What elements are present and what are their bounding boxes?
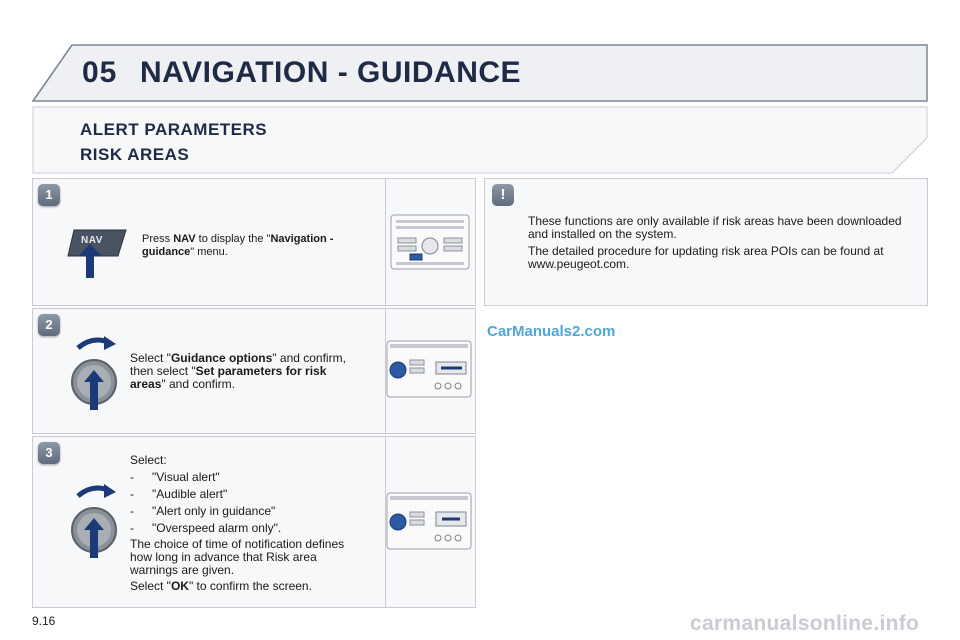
step-2-badge: 2: [38, 314, 60, 336]
option-audible-alert: "Audible alert": [152, 487, 228, 501]
footer-watermark: carmanualsonline.info: [690, 612, 920, 635]
press-arrow-icon: [78, 244, 102, 278]
rotary-knob-icon: [68, 484, 124, 558]
section-subtitle: RISK AREAS: [80, 145, 190, 164]
option-bullet: -: [130, 504, 134, 518]
option-alert-only-guidance: "Alert only in guidance": [152, 504, 276, 518]
step-3-note: The choice of time of notification defines how long in advance that Risk area warnings are given.: [130, 537, 345, 577]
info-paragraph-1: These functions are only available if risk areas have been downloaded and installed on the system.: [528, 214, 902, 241]
chapter-title: NAVIGATION - GUIDANCE: [140, 56, 522, 89]
section-title: ALERT PARAMETERS: [80, 120, 268, 139]
rotary-knob-icon: [68, 336, 124, 410]
information-box: [484, 178, 928, 306]
option-bullet: -: [130, 521, 134, 535]
page-number: 9.16: [32, 614, 56, 628]
warning-icon: !: [492, 184, 514, 206]
option-bullet: -: [130, 470, 134, 484]
step-3-confirm: Select "OK" to confirm the screen.: [130, 579, 312, 593]
radio-panel-illustration: [390, 214, 470, 270]
step-1-instruction: Press NAV to display the "Navigation - guidance" menu.: [142, 233, 334, 258]
info-paragraph-2: The detailed procedure for updating risk area POIs can be found at www.peugeot.com.: [528, 244, 884, 271]
radio-panel-illustration: [386, 340, 472, 398]
option-overspeed-alarm: "Overspeed alarm only".: [152, 521, 282, 535]
option-bullet: -: [130, 487, 134, 501]
step-1-badge: 1: [38, 184, 60, 206]
chapter-number: 05: [82, 56, 118, 89]
site-watermark: CarManuals2.com: [487, 323, 616, 340]
step-2-instruction: Select "Guidance options" and confirm, then select "Set parameters for risk areas" and confirm.: [130, 351, 346, 391]
step-3-badge: 3: [38, 442, 60, 464]
option-visual-alert: "Visual alert": [152, 470, 220, 484]
nav-button-label: NAV: [81, 235, 103, 246]
step-divider: [385, 179, 386, 305]
step-3-intro: Select:: [130, 453, 167, 467]
radio-panel-illustration: [386, 492, 472, 550]
